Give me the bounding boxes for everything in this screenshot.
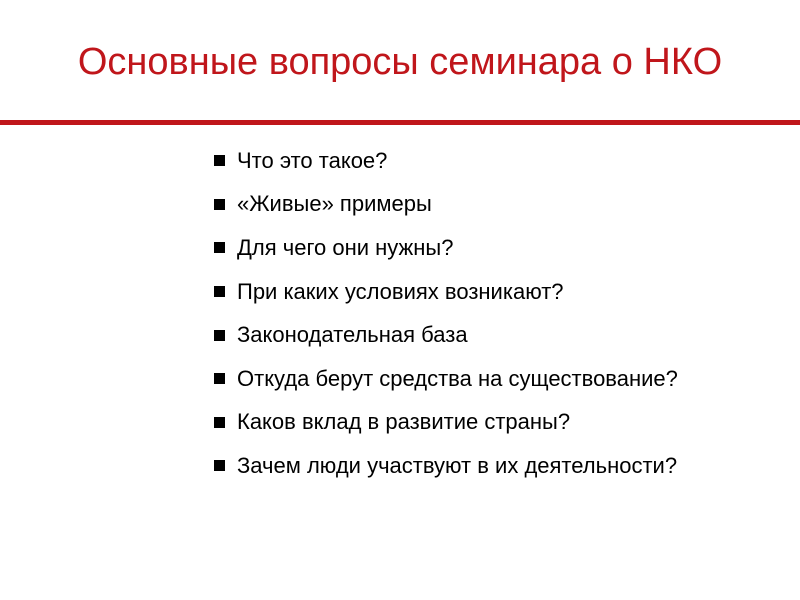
list-item: [214, 401, 678, 445]
bullet-square-icon: [214, 417, 225, 428]
bullet-square-icon: [214, 199, 225, 210]
bullet-square-icon: [214, 373, 225, 384]
list-item: [214, 226, 678, 270]
list-item: [214, 357, 678, 401]
list-item-text: «Живые» примеры: [237, 191, 432, 217]
list-item-text: При каких условиях возникают?: [237, 278, 564, 304]
slide-title: Основные вопросы семинара о НКО: [77, 41, 723, 83]
list-item: [214, 270, 678, 314]
list-item-text: Законодательная база: [237, 322, 468, 348]
bullet-list: [214, 139, 678, 488]
list-item: [214, 139, 678, 183]
bullet-square-icon: [214, 242, 225, 253]
list-item-text: Каков вклад в развитие страны?: [237, 409, 571, 435]
list-item: [214, 183, 678, 227]
title-divider: [0, 120, 800, 125]
list-item-text: Зачем люди участвуют в их деятельности?: [237, 452, 678, 478]
list-item-text: Откуда берут средства на существование?: [237, 365, 678, 391]
list-item: [214, 444, 678, 488]
bullet-square-icon: [214, 330, 225, 341]
list-item: [214, 313, 678, 357]
list-item-text: Что это такое?: [237, 147, 388, 173]
bullet-square-icon: [214, 460, 225, 471]
bullet-square-icon: [214, 286, 225, 297]
bullet-square-icon: [214, 155, 225, 166]
list-item-text: Для чего они нужны?: [237, 234, 454, 260]
